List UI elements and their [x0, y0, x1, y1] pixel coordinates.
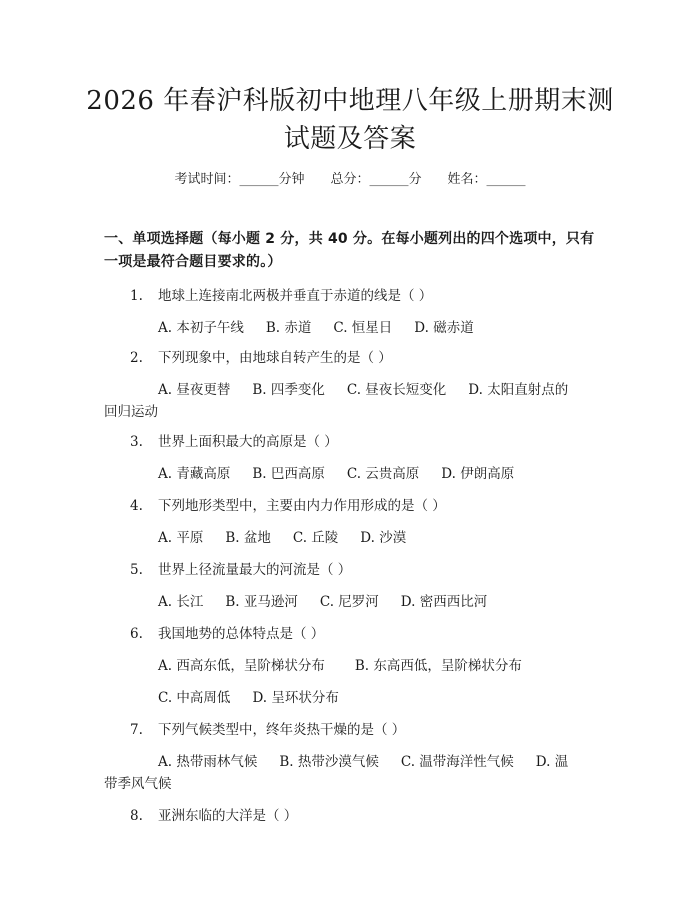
- question-number: 1.: [130, 288, 143, 304]
- question-text: 下列现象中，由地球自转产生的是（ ）: [158, 350, 392, 366]
- option-c: C. 云贵高原: [346, 466, 420, 482]
- question-number: 6.: [130, 626, 143, 642]
- page-title-line1: 2026 年春沪科版初中地理八年级上册期末测: [86, 86, 614, 116]
- option-d: D. 磁赤道: [414, 320, 474, 336]
- option-b: B. 东高西低，呈阶梯状分布: [354, 658, 522, 674]
- question-4-options: [158, 526, 428, 546]
- question-text: 地球上连接南北两极并垂直于赤道的线是（ ）: [158, 288, 433, 304]
- question-text: 世界上面积最大的高原是（ ）: [158, 434, 338, 450]
- question-6-options-row1: [158, 654, 544, 674]
- option-d: D. 太阳直射点的: [468, 382, 569, 398]
- question-text: 下列地形类型中，主要由内力作用形成的是（ ）: [158, 498, 446, 514]
- option-b: B. 赤道: [265, 320, 312, 336]
- question-text: 世界上径流量最大的河流是（ ）: [158, 562, 352, 578]
- question-number: 2.: [130, 350, 143, 366]
- time-label: 考试时间：: [174, 172, 240, 187]
- question-5: [130, 558, 351, 578]
- option-b: B. 巴西高原: [252, 466, 325, 482]
- option-d: D. 密西西比河: [400, 594, 488, 610]
- option-c: C. 尼罗河: [319, 594, 379, 610]
- score-unit: 分: [408, 172, 422, 187]
- question-number: 7.: [130, 722, 143, 738]
- option-b: B. 热带沙漠气候: [279, 754, 379, 770]
- option-b: B. 四季变化: [252, 382, 325, 398]
- question-6-options-row2: [158, 686, 361, 706]
- option-d: D. 沙漠: [360, 530, 407, 546]
- question-text: 我国地势的总体特点是（ ）: [158, 626, 325, 642]
- name-blank: ______: [486, 172, 526, 187]
- exam-info: [0, 168, 700, 187]
- question-3: [130, 430, 338, 450]
- option-d-continued: 回归运动: [104, 404, 158, 420]
- question-1: [130, 284, 432, 304]
- question-text: 亚洲东临的大洋是（ ）: [158, 808, 298, 824]
- option-d: D. 伊朗高原: [441, 466, 515, 482]
- question-7-options: [158, 750, 568, 770]
- option-c: C. 温带海洋性气候: [400, 754, 514, 770]
- question-8: [130, 804, 297, 824]
- option-c: C. 中高周低: [158, 690, 231, 706]
- option-a: A. 青藏高原: [158, 466, 231, 482]
- option-b: B. 亚马逊河: [225, 594, 298, 610]
- section-heading: 一、单项选择题（每小题 2 分，共 40 分。在每小题列出的四个选项中，只有一项是最符合题目要求的。）: [104, 231, 595, 270]
- option-a: A. 昼夜更替: [158, 382, 231, 398]
- question-2-options: [158, 378, 568, 398]
- question-5-options: [158, 590, 509, 610]
- question-number: 5.: [130, 562, 143, 578]
- option-d: D. 呈环状分布: [252, 690, 339, 706]
- time-blank: ______: [239, 172, 279, 187]
- option-a: A. 热带雨林气候: [158, 754, 258, 770]
- question-number: 3.: [130, 434, 143, 450]
- time-unit: 分钟: [278, 172, 305, 187]
- option-a: A. 本初子午线: [158, 320, 244, 336]
- question-2: [130, 346, 392, 366]
- question-7: [130, 718, 405, 738]
- option-a: A. 西高东低，呈阶梯状分布: [158, 658, 325, 674]
- question-number: 4.: [130, 498, 143, 514]
- score-label: 总分：: [330, 172, 370, 187]
- option-b: B. 盆地: [225, 530, 271, 546]
- option-c: C. 昼夜长短变化: [346, 382, 447, 398]
- question-number: 8.: [130, 808, 143, 824]
- question-text: 下列气候类型中，终年炎热干燥的是（ ）: [158, 722, 406, 738]
- option-c: C. 恒星日: [333, 320, 393, 336]
- score-blank: ______: [369, 172, 409, 187]
- option-d: D. 温: [535, 754, 569, 770]
- option-c: C. 丘陵: [292, 530, 339, 546]
- name-label: 姓名：: [447, 172, 487, 187]
- option-d-continued: 带季风气候: [104, 776, 172, 792]
- question-4: [130, 494, 446, 514]
- question-6: [130, 622, 324, 642]
- question-3-options: [158, 462, 536, 482]
- page-title-line2: 试题及答案: [283, 124, 417, 154]
- question-1-options: [158, 316, 496, 336]
- option-a: A. 长江: [158, 594, 204, 610]
- option-a: A. 平原: [158, 530, 204, 546]
